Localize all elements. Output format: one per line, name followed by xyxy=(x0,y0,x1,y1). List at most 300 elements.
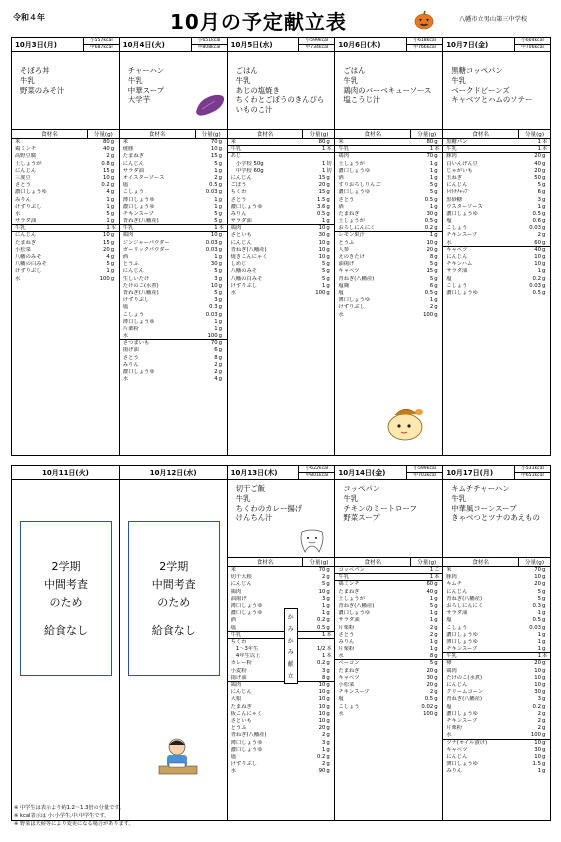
ingredient-name: 青ねぎ(八幡産) xyxy=(446,696,483,703)
ingredient-row xyxy=(443,718,550,725)
ingredient-row xyxy=(12,153,119,160)
ingredient-amount: 10 xyxy=(534,574,541,581)
ingredient-amount: 1 xyxy=(537,268,541,275)
ingredient-amount: 3 xyxy=(322,739,326,746)
ingredient-amount: 2 xyxy=(429,304,434,311)
ingredient-unit: g xyxy=(218,139,222,145)
no-lunch-line: 中間考査 xyxy=(151,577,196,591)
ingredient-name: みりん xyxy=(230,210,247,217)
ingredient-unit: g xyxy=(110,189,115,196)
day-header xyxy=(120,38,227,52)
ingredient-name: チキンスープ xyxy=(446,646,478,653)
ingredient-unit: g xyxy=(541,153,546,160)
ingredient-unit: g xyxy=(434,631,438,638)
ingredient-name: 生しいたけ xyxy=(122,275,150,282)
ingredient-unit: g xyxy=(434,210,438,217)
menu-item: 野菜のみそ汁 xyxy=(20,85,65,95)
ingredient-row xyxy=(443,768,550,775)
ingredient-amount: 0.5 xyxy=(424,196,434,203)
menu-item: 野菜スープ xyxy=(343,513,380,523)
ingredient-name: 揚げ油 xyxy=(122,347,139,354)
ingredient-name-header: 食材名 xyxy=(256,560,274,566)
ingredient-amount: 100 xyxy=(530,732,541,739)
ingredient-unit xyxy=(325,153,334,160)
ingredient-unit: g xyxy=(434,232,438,239)
ingredient-name: 塩 xyxy=(230,624,236,631)
ingredient-unit: g xyxy=(434,203,438,210)
ingredient-amount: 90 xyxy=(318,768,326,775)
ingredient-row xyxy=(120,376,227,383)
menu-item: 鶏肉のバーベキューソース xyxy=(343,85,432,95)
ingredient-amount: 1 xyxy=(429,232,434,239)
ingredient-amount: 60 xyxy=(426,581,434,588)
ingredient-amount: 1 xyxy=(537,631,541,638)
ingredient-row xyxy=(335,567,442,574)
ingredient-name: にんじん xyxy=(15,167,37,174)
ingredient-row xyxy=(335,161,442,168)
ingredient-row xyxy=(335,312,442,319)
ingredient-name: 濃口しょうゆ xyxy=(338,167,371,174)
ingredient-unit: g xyxy=(218,304,222,311)
menu-item: 塩こうじ汁 xyxy=(343,95,381,105)
ingredient-unit: g xyxy=(326,717,330,724)
ingredient-amount: 6 xyxy=(537,189,541,196)
ingredient-amount: 1 xyxy=(106,203,110,210)
ingredient-name: 片栗粉 xyxy=(122,325,139,332)
ingredient-row xyxy=(443,660,550,667)
ingredient-amount: 1 xyxy=(322,160,326,167)
ingredient-amount: 10 xyxy=(318,696,326,703)
ingredient-name: 油揚げ xyxy=(338,261,355,268)
ingredient-amount: 1 xyxy=(429,174,434,181)
ingredient-unit: g xyxy=(434,160,438,167)
ingredient-unit: g xyxy=(218,203,222,210)
ingredient-row xyxy=(120,283,227,290)
ingredient-unit: g xyxy=(434,139,438,145)
ingredient-name: 塩 xyxy=(446,703,452,710)
ingredient-amount: 1 xyxy=(214,254,218,260)
ingredient-amount: 15 xyxy=(318,174,326,181)
ingredient-name: オイスターソース xyxy=(122,174,165,181)
ingredient-row xyxy=(120,333,227,340)
menu-item: 切干ご飯 xyxy=(235,484,266,493)
day-date: 10月17日(月) xyxy=(446,468,494,477)
ingredient-unit: g xyxy=(110,139,115,145)
ingredient-unit: g xyxy=(434,218,438,225)
ingredient-name: 焼豚 xyxy=(122,146,134,153)
ingredient-amount: 1 xyxy=(537,610,541,617)
ingredient-name: とうふ xyxy=(122,261,139,268)
ingredient-name: 鶏肉 xyxy=(230,588,242,595)
ingredient-row xyxy=(12,240,119,247)
ingredient-name: 牛乳 xyxy=(230,631,242,638)
ingredient-name: 青ねぎ(八幡産) xyxy=(122,289,159,296)
ingredient-unit: g xyxy=(541,660,546,667)
ingredient-row xyxy=(120,290,227,297)
ingredient-row xyxy=(228,740,335,747)
ingredient-unit: g xyxy=(110,153,115,160)
day-header xyxy=(12,466,119,480)
ingredient-row xyxy=(443,218,550,225)
ingredient-name: 薄口しょうゆ xyxy=(446,638,478,645)
ingredient-table-header xyxy=(120,130,227,139)
kcal-mid: 中706kcal xyxy=(521,45,544,50)
ingredient-table-header xyxy=(443,130,550,139)
ingredient-row xyxy=(120,197,227,204)
ingredient-row xyxy=(228,247,335,254)
ingredient-row xyxy=(12,268,119,275)
ingredient-name: けずりぶし xyxy=(230,282,258,289)
ingredient-amount: 5 xyxy=(322,268,326,275)
ingredient-row xyxy=(228,747,335,754)
ingredient-name: こしょう xyxy=(338,703,360,710)
ingredient-amount: 5 xyxy=(106,210,110,217)
ingredient-row xyxy=(443,761,550,768)
ingredient-row xyxy=(443,240,550,247)
ingredient-amount: 10 xyxy=(318,246,326,253)
ingredient-row xyxy=(228,168,335,175)
ingredient-amount: 20 xyxy=(318,725,326,732)
day-date: 10月7日(金) xyxy=(446,40,489,49)
ingredient-name-header: 食材名 xyxy=(364,132,382,138)
ingredient-amount: 1 xyxy=(214,325,218,332)
ingredient-table xyxy=(443,558,550,775)
ingredient-row xyxy=(228,711,335,718)
kcal-box xyxy=(514,38,550,51)
ingredient-unit: 本 xyxy=(541,653,548,660)
ingredient-amount: 0.03 xyxy=(205,189,218,196)
ingredient-name: 薄口しょうゆ xyxy=(230,602,263,609)
ingredient-row xyxy=(228,610,335,617)
ingredient-amount: 1 xyxy=(322,602,326,609)
kamikami-char: か xyxy=(287,637,294,645)
ingredient-row xyxy=(335,247,442,254)
ingredient-unit: g xyxy=(541,696,546,703)
ingredient-amount: 0.5 xyxy=(532,289,541,296)
ingredient-row xyxy=(12,247,119,254)
ingredient-amount: 40 xyxy=(534,160,541,167)
ingredient-name: 塩 xyxy=(338,696,344,703)
menu-item: 牛乳 xyxy=(451,75,466,85)
ingredient-unit: g xyxy=(110,210,115,217)
menu-item: ちくわとごぼうのきんぴら xyxy=(235,95,325,105)
studying-student-illustration xyxy=(155,736,201,778)
ingredient-table-header xyxy=(12,130,119,139)
ingredient-name: 米 xyxy=(122,139,129,145)
ingredient-amount: 1 xyxy=(322,653,326,660)
ingredient-unit: g xyxy=(110,261,115,268)
ingredient-amount: 10 xyxy=(210,146,218,153)
ingredient-name: こしょう xyxy=(122,189,144,196)
day-date: 10月4日(火) xyxy=(122,40,165,49)
kcal-small: 小651kcal xyxy=(192,38,227,45)
ingredient-amount: 2 xyxy=(537,232,541,239)
ingredient-unit: g xyxy=(326,710,330,717)
ingredient-table-header xyxy=(443,558,550,567)
ingredient-name: 青ねぎ(八幡産) xyxy=(230,732,267,739)
ingredient-row xyxy=(120,204,227,211)
day-date: 10月14日(金) xyxy=(338,468,386,477)
ingredient-row xyxy=(335,197,442,204)
ingredient-unit: g xyxy=(541,275,546,282)
ingredient-unit: g xyxy=(326,768,330,775)
ingredient-name: 土しょうが xyxy=(338,160,365,167)
ingredient-name: コッペパン xyxy=(338,567,365,573)
ingredient-amount: 8 xyxy=(322,674,326,681)
ingredient-row xyxy=(120,276,227,283)
ingredient-name: ちくわ xyxy=(230,638,247,645)
ingredient-row xyxy=(443,175,550,182)
ingredient-name: 黒砂糖 xyxy=(446,196,463,203)
ingredient-name: チキンスープ xyxy=(446,232,478,239)
ingredient-amount: 0.6 xyxy=(532,218,541,225)
day-column xyxy=(12,466,120,820)
ingredient-unit: g xyxy=(541,189,546,196)
mascot-illustration xyxy=(383,402,427,442)
ingredient-name: けずりぶし xyxy=(15,268,42,275)
day-date: 10月3日(月) xyxy=(15,40,58,49)
ingredient-name: 八幡の白みそ xyxy=(15,261,47,268)
ingredient-row xyxy=(120,355,227,362)
ingredient-amount: 70 xyxy=(318,567,326,573)
ingredient-amount: 30 xyxy=(534,746,541,753)
kcal-box xyxy=(514,466,550,479)
ingredient-row xyxy=(443,225,550,232)
ingredient-unit: g xyxy=(326,739,330,746)
ingredient-unit: g xyxy=(434,624,438,631)
ingredient-row xyxy=(228,668,335,675)
kamikami-char: 立 xyxy=(287,672,294,680)
menu-list xyxy=(443,480,550,558)
ingredient-row xyxy=(443,653,550,660)
ingredient-name: 塩 xyxy=(446,617,452,624)
ingredient-unit: g xyxy=(326,174,330,181)
ingredient-row xyxy=(443,675,550,682)
ingredient-unit: g xyxy=(326,753,330,760)
ingredient-amount: 10 xyxy=(534,682,541,688)
ingredient-unit: g xyxy=(434,703,438,710)
ingredient-unit: g xyxy=(434,610,438,617)
ingredient-name: 大根 xyxy=(230,696,242,703)
kcal-box xyxy=(191,38,227,51)
ingredient-name: けずりぶし xyxy=(230,761,258,768)
ingredient-unit: g xyxy=(541,631,546,638)
ingredient-unit: g xyxy=(434,225,438,232)
ingredient-amount: 0.3 xyxy=(532,602,541,609)
ingredient-row xyxy=(443,617,550,624)
ingredient-amount: 2 xyxy=(322,574,326,581)
ingredient-unit: g xyxy=(434,667,438,674)
ingredient-amount: 80 xyxy=(103,139,110,145)
ingredient-unit: g xyxy=(110,232,115,239)
ingredient-amount: 1 xyxy=(214,196,218,203)
kcal-small: 小557kcal xyxy=(84,38,119,45)
ingredient-amount: 10 xyxy=(103,174,110,181)
ingredient-amount-header: 分量(g) xyxy=(87,130,119,138)
ingredient-unit: g xyxy=(434,289,438,296)
ingredient-amount: 0.03 xyxy=(529,282,541,289)
ingredient-row xyxy=(335,711,442,718)
ingredient-amount: 2 xyxy=(537,717,541,724)
ingredient-amount: 100 xyxy=(423,710,434,717)
ingredient-name: 鶏肉 xyxy=(230,225,242,232)
ingredient-unit: g xyxy=(434,710,438,717)
ingredient-unit: g xyxy=(434,282,438,289)
ingredient-unit: g xyxy=(434,246,438,253)
ingredient-unit: g xyxy=(541,218,546,225)
ingredient-unit: g xyxy=(541,725,546,732)
ingredient-name: 板こんにゃく xyxy=(230,710,263,717)
ingredient-name: 牛乳 xyxy=(446,653,457,660)
ingredient-amount: 10 xyxy=(210,232,218,239)
ingredient-amount-header: 分量(g) xyxy=(518,558,550,566)
ingredient-name: キャベツ xyxy=(446,746,468,753)
day-date: 10月6日(木) xyxy=(338,40,381,49)
ingredient-unit: 本 xyxy=(541,139,548,145)
ingredient-amount: 5 xyxy=(429,182,434,189)
ingredient-name: 水 xyxy=(122,376,129,383)
no-lunch-line: のため xyxy=(157,595,191,609)
ingredient-amount: 0.2 xyxy=(424,225,434,232)
ingredient-name: サラダ油 xyxy=(446,610,468,617)
ingredient-row xyxy=(228,189,335,196)
ingredient-name: にんじん xyxy=(446,254,468,260)
ingredient-row xyxy=(228,139,335,146)
ingredient-amount: 100 xyxy=(99,275,110,282)
menu-item: 牛乳 xyxy=(343,75,359,85)
ingredient-row xyxy=(228,211,335,218)
ingredient-row xyxy=(228,276,335,283)
ingredient-row xyxy=(228,689,335,696)
ingredient-name: 薄口しょうゆ xyxy=(122,196,155,203)
ingredient-amount: 2 xyxy=(214,361,218,368)
ingredient-table-header xyxy=(228,558,335,567)
ingredient-row xyxy=(120,304,227,311)
ingredient-row xyxy=(228,240,335,247)
ingredient-name: 牛乳 xyxy=(338,574,349,581)
ingredient-unit: g xyxy=(434,297,438,304)
ingredient-name: にんじん xyxy=(15,232,37,239)
ingredient-amount: 70 xyxy=(210,139,218,145)
ingredient-unit: g xyxy=(326,289,330,296)
ingredient-unit: g xyxy=(541,646,546,653)
ingredient-amount: 0.3 xyxy=(209,304,218,311)
ingredient-unit: g xyxy=(326,574,330,581)
ingredient-name: おろしにんにく xyxy=(446,602,484,609)
menu-list xyxy=(335,480,442,558)
ingredient-amount: 3 xyxy=(537,696,541,703)
ingredient-name: 薄口しょうゆ xyxy=(122,318,155,325)
ingredient-row xyxy=(443,668,550,675)
ingredient-unit: g xyxy=(218,174,222,181)
ingredient-row xyxy=(335,168,442,175)
ingredient-name: 鶏ミンチ xyxy=(15,146,37,153)
ingredient-row xyxy=(228,261,335,268)
ingredient-name: 小学校 50g xyxy=(230,160,264,167)
ingredient-amount: 1 xyxy=(537,203,541,210)
ingredient-name: 酒 xyxy=(338,174,344,181)
page-title: 10月の予定献立表 xyxy=(170,10,347,34)
ingredient-unit: g xyxy=(541,203,546,210)
ingredient-unit: g xyxy=(326,254,330,260)
ingredient-amount: 0.2 xyxy=(316,753,326,760)
ingredient-unit: 本 xyxy=(541,146,548,153)
ingredient-row xyxy=(335,232,442,239)
ingredient-name: こしょう xyxy=(446,282,468,289)
ingredient-name: 小松菜 xyxy=(15,246,31,253)
ingredient-unit: g xyxy=(541,732,546,739)
ingredient-unit: g xyxy=(434,674,438,681)
ingredient-amount: 10 xyxy=(210,282,218,289)
ingredient-amount: 15 xyxy=(103,167,110,174)
ingredient-amount: 2 xyxy=(537,725,541,732)
ingredient-row xyxy=(335,175,442,182)
ingredient-row xyxy=(120,211,227,218)
kcal-small: 小622kcal xyxy=(299,466,334,473)
ingredient-amount: 0.5 xyxy=(424,218,434,225)
ingredient-row xyxy=(443,581,550,588)
ingredient-unit: g xyxy=(541,225,546,232)
ingredient-amount: 10 xyxy=(318,588,326,595)
ingredient-name: 濃口しょうゆ xyxy=(446,210,478,217)
ingredient-row xyxy=(335,139,442,146)
no-lunch-notice xyxy=(20,521,112,676)
ingredient-name: 1～3年生 xyxy=(230,646,259,653)
ingredient-amount: 1 xyxy=(322,746,326,753)
ingredient-unit: g xyxy=(110,239,115,246)
ingredient-unit: g xyxy=(326,588,330,595)
ingredient-row xyxy=(443,146,550,153)
ingredient-name: 玉ねぎ xyxy=(446,174,463,181)
ingredient-name: 八幡のみそ xyxy=(15,254,42,260)
ingredient-amount: 1 xyxy=(537,646,541,653)
ingredient-amount: 1 xyxy=(429,646,434,653)
ingredient-row xyxy=(120,146,227,153)
ingredient-amount: 0.03 xyxy=(205,239,218,246)
ingredient-name: 片栗粉 xyxy=(338,646,355,653)
ingredient-amount: 0.03 xyxy=(529,624,541,631)
ingredient-row xyxy=(335,276,442,283)
ingredient-amount: 40 xyxy=(103,146,110,153)
ingredient-amount: 80 xyxy=(426,139,434,145)
ingredient-name-header: 食材名 xyxy=(364,560,382,566)
ingredient-unit: g xyxy=(541,174,546,181)
ingredient-name: にんじん xyxy=(446,682,468,688)
ingredient-unit: g xyxy=(541,717,546,724)
ingredient-unit: g xyxy=(218,333,222,340)
ingredient-name: たけのこ(水煮) xyxy=(446,674,483,681)
ingredient-amount: 30 xyxy=(318,232,326,239)
ingredient-name: 米 xyxy=(338,139,344,145)
ingredient-amount: 20 xyxy=(534,581,541,588)
ingredient-name: サラダ油 xyxy=(230,218,252,225)
ingredient-table xyxy=(335,558,442,718)
ingredient-amount: 5 xyxy=(214,268,218,275)
ingredient-amount: 5 xyxy=(429,189,434,196)
ingredient-row xyxy=(120,175,227,182)
ingredient-row xyxy=(335,589,442,596)
ingredient-name: 濃口しょうゆ xyxy=(446,631,478,638)
ingredient-row xyxy=(228,639,335,646)
ingredient-row xyxy=(443,632,550,639)
ingredient-amount: 2 xyxy=(214,174,218,181)
kcal-mid: 中808kcal xyxy=(197,45,221,50)
ingredient-row xyxy=(228,290,335,297)
ingredient-unit: g xyxy=(541,753,546,760)
ingredient-unit: g xyxy=(110,275,115,282)
ingredient-row xyxy=(443,596,550,603)
ingredient-amount: 20 xyxy=(534,153,541,160)
